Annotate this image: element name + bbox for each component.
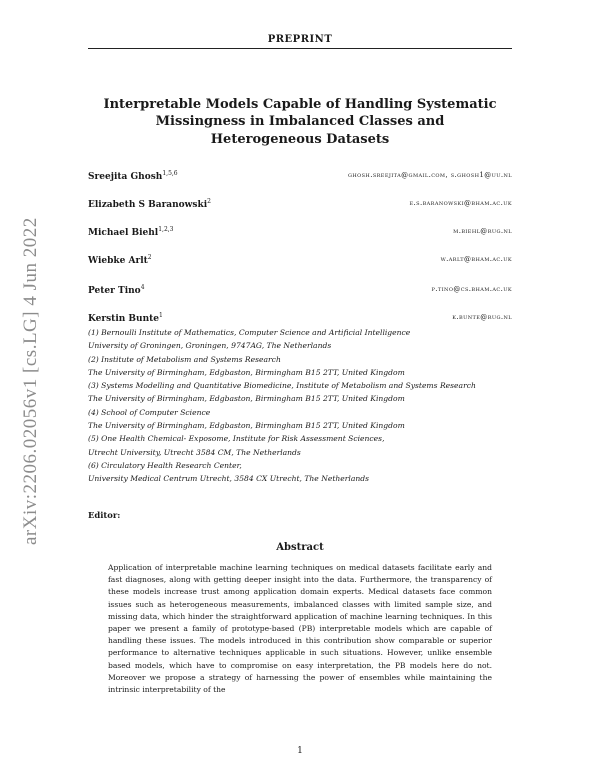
- author-email: w.arlt@bham.ac.uk: [440, 255, 512, 263]
- author-email: m.biehl@rug.nl: [453, 227, 512, 235]
- affiliation-line: University of Groningen, Groningen, 9747AG, The Netherlands: [88, 341, 332, 351]
- author-entry: [88, 226, 512, 240]
- affiliation-line: (3) Systems Modelling and Quantitative Biomedicine, Institute of Metabolism and Systems Research: [88, 381, 476, 391]
- author-email: k.bunte@rug.nl: [452, 313, 512, 321]
- author-entry: [88, 254, 512, 268]
- author-email: e.s.baranowski@bham.ac.uk: [409, 199, 512, 207]
- affiliation-line: (2) Institute of Metabolism and Systems Research: [88, 354, 281, 364]
- author-name: Sreejita Ghosh$^{1,5,6}$: [88, 170, 178, 182]
- affiliations-block: [88, 326, 512, 486]
- affiliation-line: University Medical Centrum Utrecht, 3584 CX Utrecht, The Netherlands: [88, 474, 370, 484]
- author-entry: [88, 198, 512, 212]
- abstract-text: Application of interpretable machine learning techniques on medical datasets facilitate early and fast diagnoses, along with getting deeper insight into the data. Furthermore, the transparency of these models increase trust among application domain experts. Medical datasets face common issues such as heterogeneous measurements, imbalanced classes with limited sample size, and missing data, which hinder the straightforward application of machine learning techniques. In this paper we present a family of prototype-based (PB) interpretable models which are capable of handling these issues. The models introduced in this contribution show comparable or superior performance to alternative techniques applicable in such situations. However, unlike ensemble based models, which have to compromise on easy interpretation, the PB models here do not. Moreover we propose a strategy of harnessing the power of ensembles while maintaining the intrinsic interpretability of the: [108, 563, 492, 695]
- author-name: Kerstin Bunte$^1$: [88, 312, 163, 324]
- affiliation-line: The University of Birmingham, Edgbaston, Birmingham B15 2TT, United Kingdom: [88, 394, 405, 404]
- author-entry: [88, 170, 512, 184]
- affiliation-line: (5) One Health Chemical- Exposome, Institute for Risk Assessment Sciences,: [88, 434, 385, 444]
- author-name: Elizabeth S Baranowski$^2$: [88, 198, 211, 210]
- author-name: Wiebke Arlt$^2$: [88, 254, 152, 266]
- abstract-heading: Abstract: [276, 542, 324, 553]
- affiliation-line: The University of Birmingham, Edgbaston, Birmingham B15 2TT, United Kingdom: [88, 421, 405, 431]
- affiliation-line: (1) Bernoulli Institute of Mathematics, Computer Science and Artificial Intelligence: [88, 328, 411, 337]
- editor-label: Editor:: [88, 510, 121, 520]
- paper-title: Interpretable Models Capable of Handling Systematic Missingness in Imbalanced Classes and Heterogeneous Datasets: [103, 97, 497, 147]
- affiliation-line: (6) Circulatory Health Research Center,: [88, 460, 242, 470]
- author-name: Michael Biehl$^{1,2,3}$: [88, 226, 174, 238]
- arxiv-sidebar-stamp: arXiv:2206.02056v1 [cs.LG] 4 Jun 2022: [20, 217, 41, 545]
- page-number: 1: [297, 746, 303, 756]
- author-entry: [88, 284, 512, 298]
- affiliation-line: The University of Birmingham, Edgbaston, Birmingham B15 2TT, United Kingdom: [88, 367, 405, 377]
- author-entry: [88, 312, 512, 326]
- affiliation-line: Utrecht University, Utrecht 3584 CM, The Netherlands: [88, 447, 301, 457]
- author-email: p.tino@cs.bham.ac.uk: [431, 285, 512, 293]
- header-rule: [88, 48, 512, 49]
- author-name: Peter Tino$^4$: [88, 284, 145, 296]
- affiliation-line: (4) School of Computer Science: [88, 407, 211, 417]
- author-email: ghosh.sreejita@gmail.com, s.ghosh1@uu.nl: [347, 171, 512, 179]
- running-header: PREPRINT: [267, 34, 333, 45]
